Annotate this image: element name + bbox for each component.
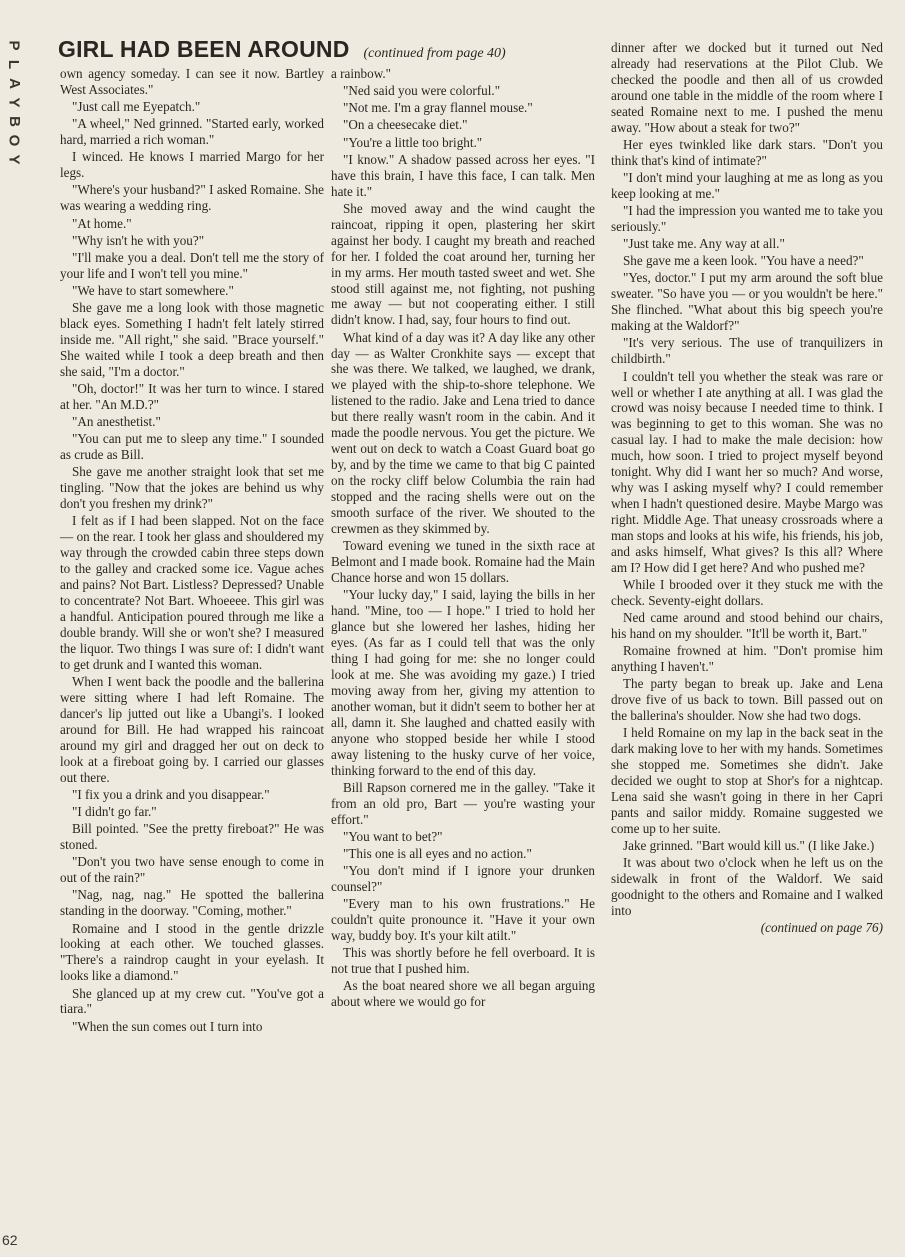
masthead-letter: P	[5, 40, 23, 51]
paragraph: "When the sun comes out I turn into	[72, 1018, 263, 1034]
paragraph: Toward evening we tuned in the sixth race at Belmont and I made book. Romaine had the Main Chance horse and won 15 dollars.	[331, 538, 595, 586]
paragraph: "You want to bet?"	[343, 828, 443, 844]
paragraph: "Every man to his own frustrations." He couldn't quite pronounce it. "Have it your own way, buddy boy. It's your kilt atilt."	[331, 896, 595, 944]
paragraph: The party began to break up. Jake and Lena drove five of us back to town. Bill passed out on the ballerina's shoulder. Now she had two dogs.	[611, 676, 883, 724]
paragraph: "It's very serious. The use of tranquilizers in childbirth."	[611, 335, 883, 367]
story-headline	[58, 36, 506, 63]
paragraph: "At home."	[72, 215, 132, 231]
playboy-masthead	[4, 36, 24, 169]
paragraph: It was about two o'clock when he left us on the sidewalk in front of the Waldorf. We said goodnight to the others and Romaine and I walked into	[611, 855, 883, 919]
paragraph: I winced. He knows I married Margo for her legs.	[60, 149, 324, 181]
paragraph: Romaine and I stood in the gentle drizzle looking at each other. We touched glasses. "There's a raindrop caught in your eyelash. It looks like a diamond."	[60, 920, 324, 984]
paragraph: "You're a little too bright."	[343, 134, 483, 150]
paragraph: "You can put me to sleep any time." I sounded as crude as Bill.	[60, 431, 324, 463]
paragraph: Jake grinned. "Bart would kill us." (I like Jake.)	[623, 838, 875, 854]
paragraph: While I brooded over it they stuck me with the check. Seventy-eight dollars.	[611, 577, 883, 609]
page-number: 62	[2, 1232, 18, 1248]
text-column-3	[611, 40, 883, 938]
paragraph: This was shortly before he fell overboard. It is not true that I pushed him.	[331, 945, 595, 977]
masthead-letter: Y	[5, 97, 23, 108]
paragraph: "Your lucky day," I said, laying the bills in her hand. "Mine, too — I hope." I tried to hold her glance but she lowered her lashes, hiding her eyes. (As far as I could tell that was the only thing I had going for me: she no longer could look at me. She was avoiding my gaze.) I tried moving away from her, giving my attention to another woman, but it didn't seem to bother her at all, damn it. She laughed and chatted easily with anyone who stopped beside her while I stood away listening to the husky curve of her voice, thinking forward to the end of this day.	[331, 587, 595, 778]
paragraph: When I went back the poodle and the ballerina were sitting where I had left Romaine. The dancer's lip jutted out like a Ubangi's. I looked around for Bill. He had wrapped his raincoat around my girl and dragged her out on deck to look at a fireboat going by. I carried our glasses out there.	[60, 674, 324, 785]
paragraph: As the boat neared shore we all began arguing about where we would go for	[331, 978, 595, 1010]
paragraph: "An anesthetist."	[72, 414, 161, 430]
paragraph: "Not me. I'm a gray flannel mouse."	[343, 100, 533, 116]
paragraph: Ned came around and stood behind our chairs, his hand on my shoulder. "It'll be worth it, Bart."	[611, 610, 883, 642]
paragraph: "Just take me. Any way at all."	[623, 236, 785, 252]
text-column-2	[331, 66, 595, 1011]
paragraph: "I'll make you a deal. Don't tell me the story of your life and I won't tell you mine."	[60, 249, 324, 281]
paragraph: "Yes, doctor." I put my arm around the soft blue sweater. "So have you — or you wouldn't be here." She flinched. "What about this big speech you're making at the Waldorf?"	[611, 270, 883, 334]
paragraph: "We have to start somewhere."	[72, 282, 234, 298]
paragraph: She gave me another straight look that set me tingling. "Now that the jokes are behind us why don't you freshen my drink?"	[60, 464, 324, 512]
paragraph: Romaine frowned at him. "Don't promise him anything I haven't."	[611, 643, 883, 675]
masthead-letter: O	[5, 134, 23, 147]
paragraph: dinner after we docked but it turned out Ned already had reservations at the Pilot Club. We checked the poodle and then all of us crowded around one table in the middle of the room where I seated Romaine next to me. I pushed the menu away. "How about a steak for two?"	[611, 40, 883, 135]
paragraph: She gave me a keen look. "You have a need?"	[623, 253, 864, 269]
continued-on-note: (continued on page 76)	[760, 920, 883, 936]
story-title: GIRL HAD BEEN AROUND	[58, 36, 350, 62]
paragraph: "I didn't go far."	[72, 804, 157, 820]
paragraph: I felt as if I had been slapped. Not on the face — on the rear. I took her glass and shouldered my way through the crowded cabin three steps down to the galley and cracked some ice. Vague aches and pains? Not Bart. Listless? Depressed? Unable to concentrate? Not Bart. Whoeeee. This girl was a handful. Anticipation poured through me like a double brandy. Will she or won't she? I measured the liquor. Two things I was sure of: I didn't want to get drunk and I wanted this woman.	[60, 513, 324, 672]
paragraph: I held Romaine on my lap in the back seat in the dark making love to her with my hands. Sometimes she stopped me. Sometimes she didn't. Jake decided we ought to stop at Shor's for a nightcap. Lena said she wasn't going in there in her Capri pants and sailor middy. Romaine suggested we come up to her suite.	[611, 725, 883, 837]
paragraph: "I had the impression you wanted me to take you seriously."	[611, 203, 883, 235]
masthead-letter: Y	[5, 154, 23, 165]
paragraph: a rainbow."	[331, 66, 391, 81]
paragraph: "Oh, doctor!" It was her turn to wince. I stared at her. "An M.D.?"	[60, 380, 324, 412]
paragraph: "I don't mind your laughing at me as long as you keep looking at me."	[611, 170, 883, 201]
paragraph: "Nag, nag, nag." He spotted the ballerina standing in the doorway. "Coming, mother."	[60, 887, 324, 919]
masthead-letter: A	[5, 78, 23, 89]
paragraph: "Ned said you were colorful."	[343, 83, 501, 99]
paragraph: "This one is all eyes and no action."	[343, 846, 532, 861]
paragraph: What kind of a day was it? A day like any other day — as Walter Cronkhite says — except that she was there. We talked, we laughed, we drank, we played with the ship-to-shore telephone. We listened to the radio. Jake and Lena tried to dance but there really wasn't room in the cabin. And it made the poodle nervous. You get the picture. We went out on deck to watch a Coast Guard boat go by, and by the time we came to that big C painted on the rocky cliff below Columbia the rain had stopped and the racing shells were out on the smooth surface of the river. We shouted to the crewmen as they skimmed by.	[331, 329, 595, 536]
paragraph: own agency someday. I can see it now. Bartley West Associates."	[60, 66, 324, 97]
masthead-letter: L	[5, 59, 23, 70]
paragraph: "Just call me Eyepatch."	[72, 99, 201, 115]
text-column-1	[60, 66, 324, 1036]
continued-from-note: (continued from page 40)	[363, 46, 506, 61]
paragraph: "A wheel," Ned grinned. "Started early, worked hard, married a rich woman."	[60, 116, 324, 148]
paragraph: She moved away and the wind caught the raincoat, ripping it open, plastering her skirt against her body. I caught my breath and reached for her. I folded the coat around her, turning her in my arms. Her mouth tasted sweet and wet. She stood still against me, not fighting, not pushing me away — but not cooperating either. I still didn't know. I had, say, four hours to find out.	[331, 200, 595, 328]
paragraph: I couldn't tell you whether the steak was rare or well or whether I ate anything at all. I was glad the crowd was noisy because I needed time to think. I was beginning to get to this woman. She was no casual lay. I had to make the male decision: how much, how soon. I tried to project myself beyond tonight. Why did I want her so much? And worse, why was I asking myself why? I could remember when I hadn't questioned desire. Maybe Margo was right. Middle Age. That uneasy crossroads where a man stops and looks at his wife, his friends, his job, and asks himself, What gives? Is this all? Where am I? How did I get here? And who pushed me?	[611, 368, 883, 575]
paragraph: Bill Rapson cornered me in the galley. "Take it from an old pro, Bart — you're wasting your effort."	[331, 779, 595, 827]
paragraph: "Why isn't he with you?"	[72, 232, 205, 248]
paragraph: Bill pointed. "See the pretty fireboat?" He was stoned.	[60, 821, 324, 853]
paragraph: "Where's your husband?" I asked Romaine. She was wearing a wedding ring.	[60, 182, 324, 214]
paragraph: Her eyes twinkled like dark stars. "Don't you think that's kind of intimate?"	[611, 136, 883, 168]
paragraph: "I know." A shadow passed across her eyes. "I have this brain, I have this face, I can talk. Men hate it."	[331, 151, 595, 199]
paragraph: "On a cheesecake diet."	[343, 117, 468, 133]
paragraph: She gave me a long look with those magnetic black eyes. Something I hadn't felt lately stirred inside me. "All right," she said. "Brace yourself." She waited while I took a deep breath and then she said, "I'm a doctor."	[60, 300, 324, 379]
paragraph: She glanced up at my crew cut. "You've got a tiara."	[60, 985, 324, 1017]
paragraph: "I fix you a drink and you disappear."	[72, 786, 270, 802]
masthead-letter: B	[5, 116, 23, 127]
paragraph: "Don't you two have sense enough to come in out of the rain?"	[60, 854, 324, 886]
paragraph: "You don't mind if I ignore your drunken counsel?"	[331, 863, 595, 895]
